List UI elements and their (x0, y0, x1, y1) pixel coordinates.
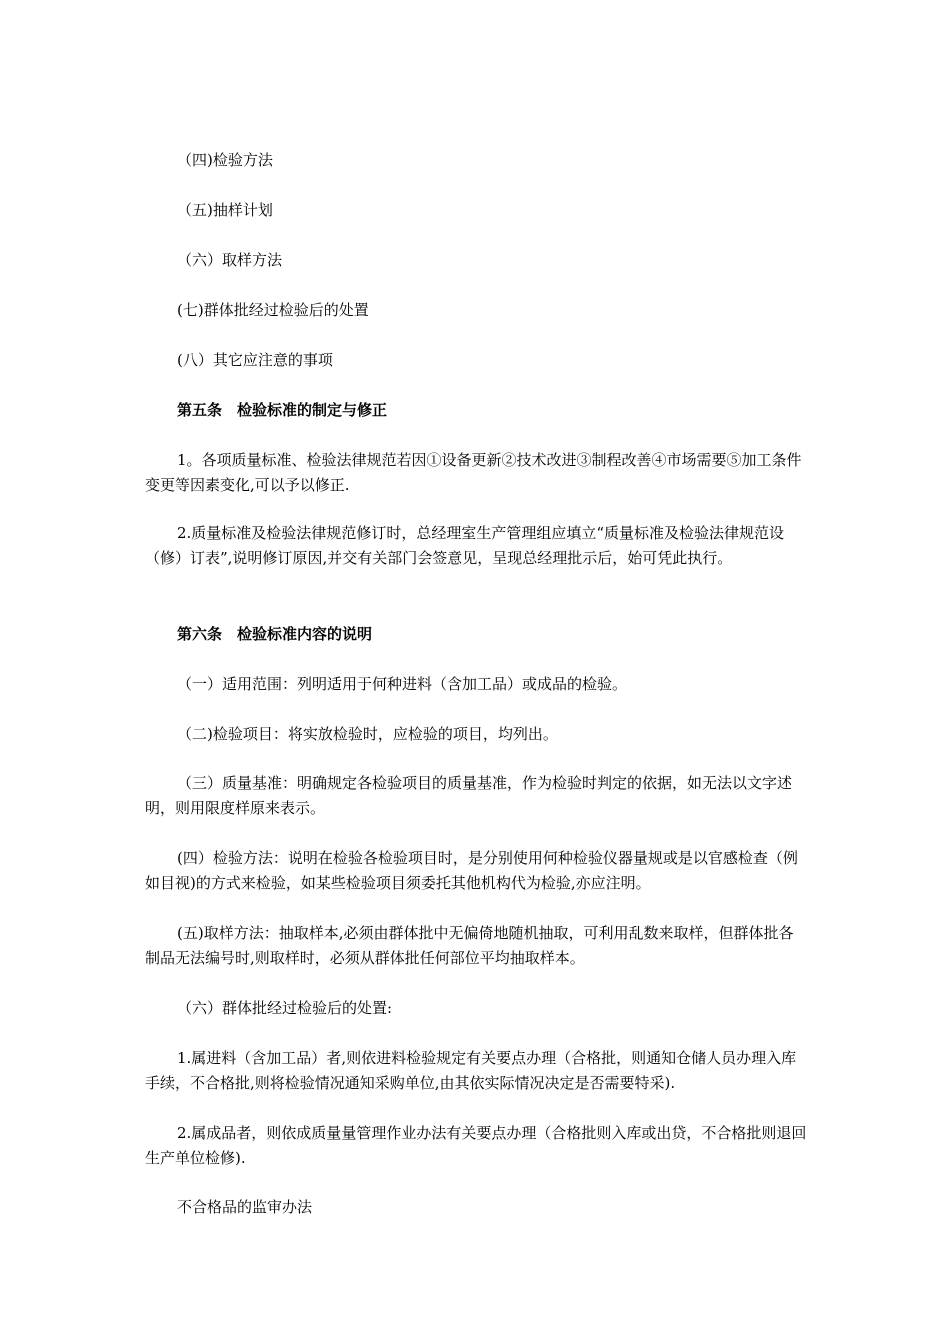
paragraph-quality-standard: （三）质量基准：明确规定各检验项目的质量基准，作为检验时判定的依据，如无法以文字述明，则用限度样原来表示。 (145, 774, 793, 817)
section-heading-article-5: 第五条 检验标准的制定与修正 (177, 401, 388, 419)
paragraph-inspection-method: (四）检验方法：说明在检验各检验项目时，是分别使用何种检验仪器量规或是以官感检查（例如目视)的方式来检验，如某些检验项目须委托其他机构代为检验,亦应注明。 (145, 849, 798, 892)
paragraph-nonconforming-review: 不合格品的监审办法 (177, 1198, 313, 1216)
section-heading-article-6: 第六条 检验标准内容的说明 (177, 625, 373, 643)
paragraph-revision-2: 2.质量标准及检验法律规范修订时，总经理室生产管理组应填立“质量标准及检验法律规范设（修）订表”,说明修订原因,并交有关部门会签意见，呈现总经理批示后，始可凭此执行。 (145, 524, 784, 567)
paragraph-sampling-method: (五)取样方法：抽取样本,必须由群体批中无偏倚地随机抽取，可利用乱数来取样，但群体批各制品无法编号时,则取样时，必须从群体批任何部位平均抽取样本。 (145, 924, 794, 967)
paragraph-incoming-material: 1.属进料（含加工品）者,则依进料检验规定有关要点办理（合格批，则通知仓储人员办理入库手续，不合格批,则将检验情况通知采购单位,由其依实际情况决定是否需要特采). (145, 1049, 797, 1092)
paragraph-item-4: （四)检验方法 (177, 151, 273, 169)
paragraph-lot-disposal: （六）群体批经过检验后的处置: (177, 999, 393, 1017)
paragraph-finished-goods: 2.属成品者，则依成质量量管理作业办法有关要点办理（合格批则入库或出贷，不合格批则退回生产单位检修). (145, 1124, 807, 1167)
paragraph-inspection-items: （二)检验项目：将实放检验时，应检验的项目，均列出。 (177, 725, 558, 743)
paragraph-item-5: （五)抽样计划 (177, 201, 273, 219)
paragraph-scope: （一）适用范围：列明适用于何种进料（含加工品）或成品的检验。 (177, 675, 628, 693)
paragraph-revision-1: 1。各项质量标准、检验法律规范若因①设备更新②技术改进③制程改善④市场需要⑤加工条件变更等因素变化,可以予以修正. (145, 451, 802, 494)
paragraph-item-6: （六）取样方法 (177, 251, 283, 269)
paragraph-item-8: (八）其它应注意的事项 (177, 351, 333, 369)
paragraph-item-7: (七)群体批经过检验后的处置 (177, 301, 369, 319)
